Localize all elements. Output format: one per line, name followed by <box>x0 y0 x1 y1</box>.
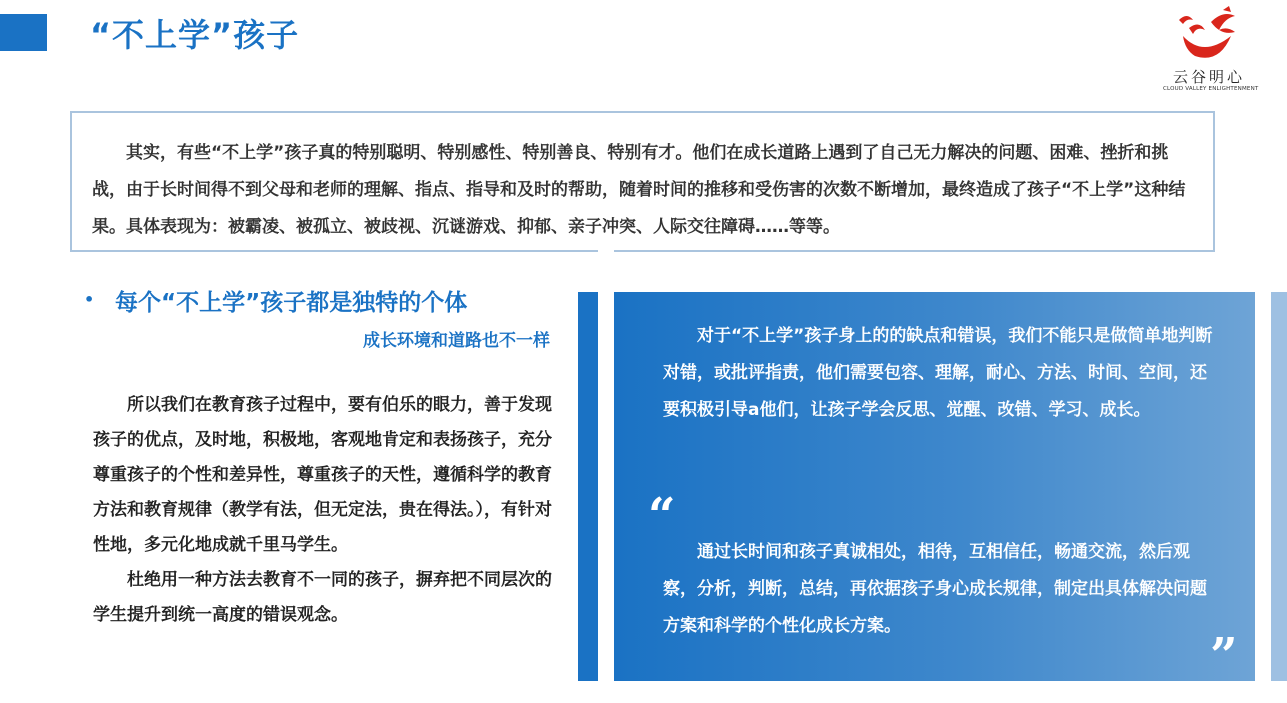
left-body-text <box>93 388 553 633</box>
panel-left-bar <box>578 292 598 681</box>
intro-box <box>70 111 1215 252</box>
intro-paragraph: 其实，有些“不上学”孩子真的特别聪明、特别感性、特别善良、特别有才。他们在成长道路上遇到了自己无力解决的问题、困难、挫折和挑战，由于长时间得不到父母和老师的理解、指点、指导和及时的帮助，随着时间的推移和受伤害的次数不断增加，最终造成了孩子“不上学”这种结果。具体表现为：被霸凌、被孤立、被歧视、沉谜游戏、抑郁、亲子冲突、人际交往障碍……等等。 <box>92 143 1186 237</box>
panel-paragraph: 对于“不上学”孩子身上的的缺点和错误，我们不能只是做简单地判断对错，或批评指责，他们需要包容、理解，耐心、方法、时间、空间，还要积极引导a他们，让孩子学会反思、觉醒、改错、学习、成长。 <box>663 326 1213 420</box>
quote-open-icon: “ <box>648 488 676 544</box>
logo-name-english: CLOUD VALLEY ENLIGHTENMENT <box>1163 86 1259 92</box>
panel-right-sliver <box>1271 292 1287 681</box>
company-logo <box>1163 6 1259 94</box>
logo-name-chinese: 云谷明心 <box>1172 68 1245 86</box>
panel-paragraph: 通过长时间和孩子真诚相处，相待，互相信任，畅通交流，然后观察，分析，判断，总结，再依据孩子身心成长规律，制定出具体解决问题方案和科学的个性化成长方案。 <box>663 542 1207 636</box>
quote-panel <box>614 292 1255 684</box>
page-title: “不上学”孩子 <box>90 16 300 54</box>
bullet-point: • <box>84 290 95 309</box>
intro-box-notch <box>598 249 614 255</box>
corner-accent-block <box>0 14 47 51</box>
section-subheading: 成长环境和道路也不一样 <box>363 331 550 351</box>
body-paragraph: 杜绝用一种方法去教育不一同的孩子，摒弃把不同层次的学生提升到统一高度的错误观念。 <box>93 570 552 625</box>
cloud-valley-logo-icon <box>1173 6 1245 68</box>
section-heading: 每个“不上学”孩子都是独特的个体 <box>115 290 468 316</box>
quote-close-icon: ” <box>1210 628 1238 684</box>
body-paragraph: 所以我们在教育孩子过程中，要有伯乐的眼力，善于发现孩子的优点，及时地，积极地，客观地肯定和表扬孩子，充分尊重孩子的个性和差异性，尊重孩子的天性，遵循科学的教育方法和教育规律（教学有法，但无定法，贵在得法。），有针对性地，多元化地成就千里马学生。 <box>93 395 552 555</box>
